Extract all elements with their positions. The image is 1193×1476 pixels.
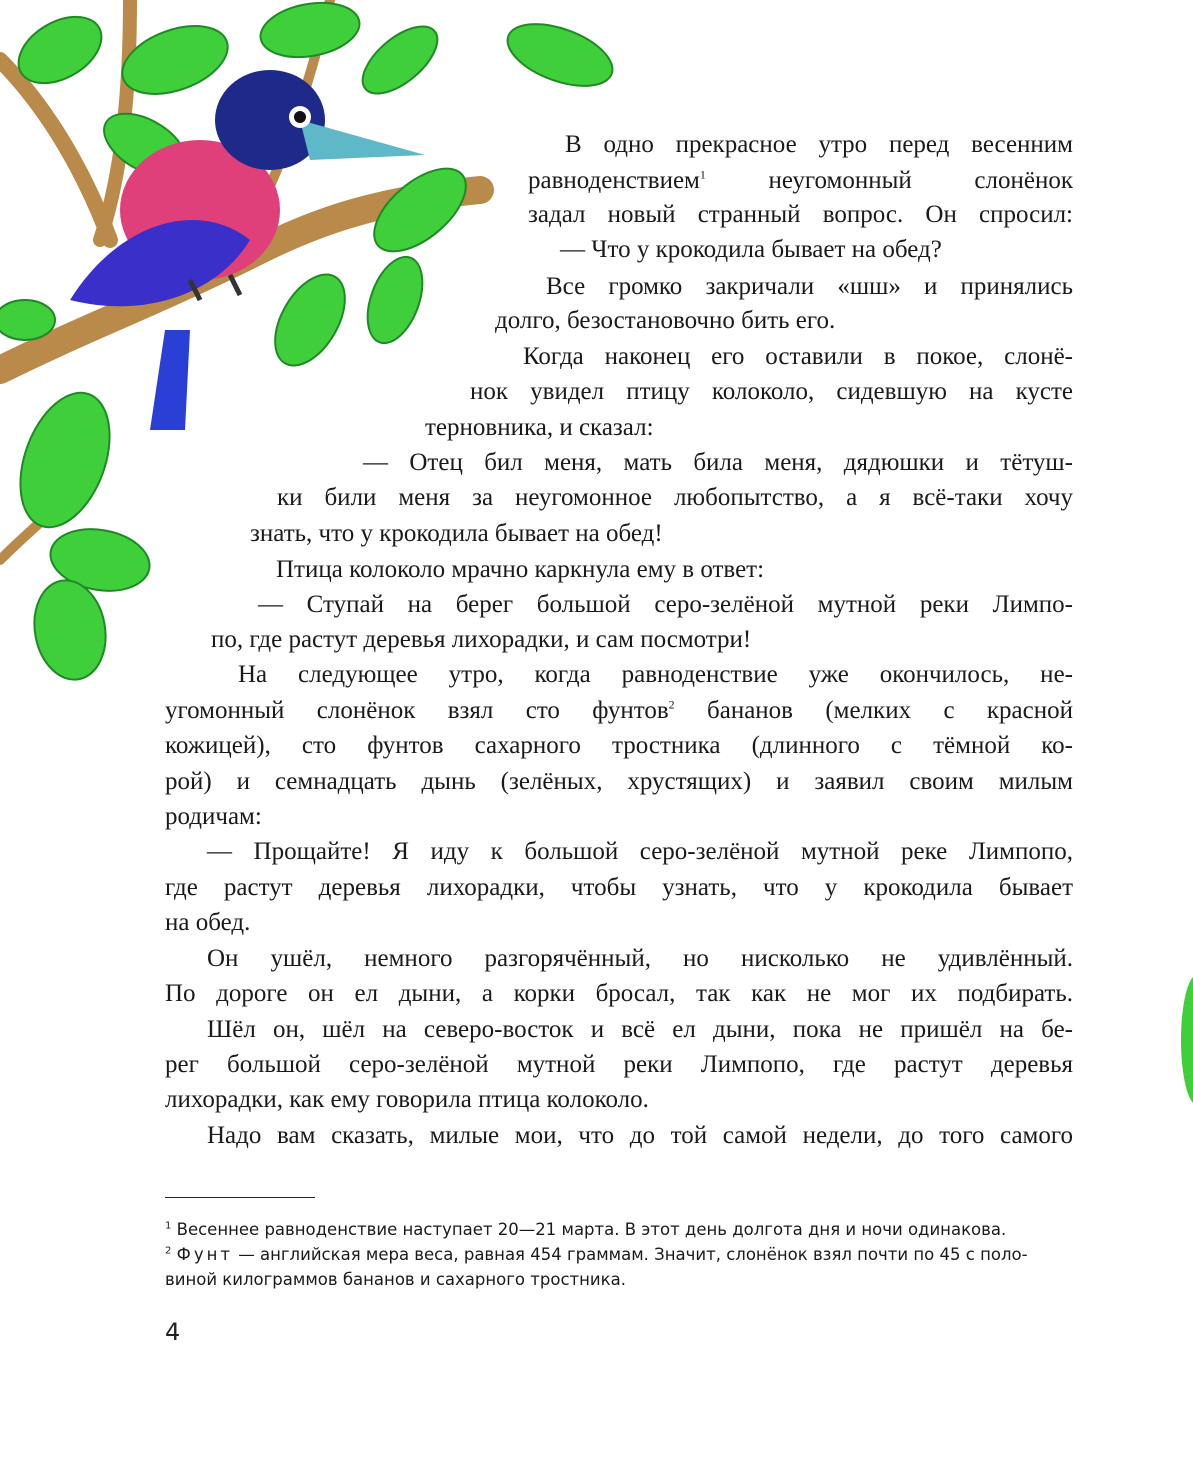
text-line: рег большой серо-зелёной мутной реки Лимпопо, где растут деревья: [165, 1051, 1073, 1078]
footnote-2: [165, 1243, 1028, 1267]
text-fragment: равноденствием: [528, 167, 700, 194]
footnote-ref[interactable]: 1: [699, 167, 706, 182]
text-line: Он ушёл, немного разгорячённый, но нисколько не удивлённый.: [207, 945, 1073, 972]
text-line: кожицей), сто фунтов сахарного тростника (длинного с тёмной ко-: [165, 732, 1073, 759]
text-line: рой) и семнадцать дынь (зелёных, хрустящих) и заявил своим милым: [165, 768, 1073, 795]
text-line: долго, безостановочно бить его.: [495, 307, 836, 334]
text-line: На следующее утро, когда равноденствие уже окончилось, не-: [238, 661, 1073, 688]
footnote-mark: 1: [165, 1220, 172, 1232]
text-line: где растут деревья лихорадки, чтобы узнать, что у крокодила бывает: [165, 874, 1073, 901]
footnote-text: Весеннее равноденствие наступает 20—21 марта. В этот день долгота дня и ночи одинакова.: [176, 1220, 1007, 1239]
text-line: — Что у крокодила бывает на обед?: [560, 236, 942, 263]
text-line: терновника, и сказал:: [425, 414, 654, 441]
text-fragment: угомонный слонёнок взял сто фунтов: [165, 697, 669, 724]
footnote-text: — английская мера веса, равная 454 граммам. Значит, слонёнок взял почти по 45 с поло-: [233, 1245, 1028, 1264]
text-line: Когда наконец его оставили в покое, слонё-: [523, 343, 1073, 370]
text-line: [165, 696, 1073, 726]
footnote-divider: [165, 1197, 315, 1198]
text-line: Все громко закричали «шш» и принялись: [546, 273, 1073, 300]
text-line: родичам:: [165, 803, 262, 830]
text-line: — Отец бил меня, мать била меня, дядюшки и тётуш-: [363, 449, 1073, 476]
text-line: — Ступай на берег большой серо-зелёной мутной реки Лимпо-: [258, 591, 1073, 618]
text-line: ки били меня за неугомонное любопытство, а я всё-таки хочу: [277, 484, 1073, 511]
text-line: В одно прекрасное утро перед весенним: [565, 131, 1073, 158]
text-line: задал новый странный вопрос. Он спросил:: [528, 201, 1073, 228]
text-line: лихорадки, как ему говорила птица колоколо.: [165, 1086, 649, 1113]
text-line: По дороге он ел дыни, а корки бросал, так как не мог их подбирать.: [165, 980, 1073, 1007]
text-line: по, где растут деревья лихорадки, и сам посмотри!: [211, 626, 752, 653]
text-line: Птица колоколо мрачно каркнула ему в ответ:: [276, 556, 765, 583]
leaf-edge-decoration: [1175, 970, 1193, 1110]
text-line: [528, 166, 1073, 196]
page-number: 4: [165, 1318, 181, 1346]
text-line: Шёл он, шёл на северо-восток и всё ел дыни, пока не пришёл на бе-: [207, 1016, 1073, 1043]
footnote-2-continuation: виной килограммов бананов и сахарного тростника.: [165, 1270, 626, 1289]
footnote-term: Фунт: [176, 1245, 233, 1264]
footnote-ref[interactable]: 2: [668, 697, 675, 712]
text-line: — Прощайте! Я иду к большой серо-зелёной мутной реке Лимпопо,: [207, 838, 1073, 865]
text-fragment: бананов (мелких с красной: [674, 697, 1073, 724]
text-line: знать, что у крокодила бывает на обед!: [250, 520, 663, 547]
text-line: Надо вам сказать, милые мои, что до той самой недели, до того самого: [207, 1122, 1073, 1149]
footnote-mark: 2: [165, 1245, 172, 1257]
text-line: на обед.: [165, 909, 251, 936]
footnote-1: [165, 1218, 1006, 1242]
text-fragment: неугомонный слонёнок: [705, 167, 1073, 194]
text-line: нок увидел птицу колоколо, сидевшую на кусте: [470, 378, 1073, 405]
